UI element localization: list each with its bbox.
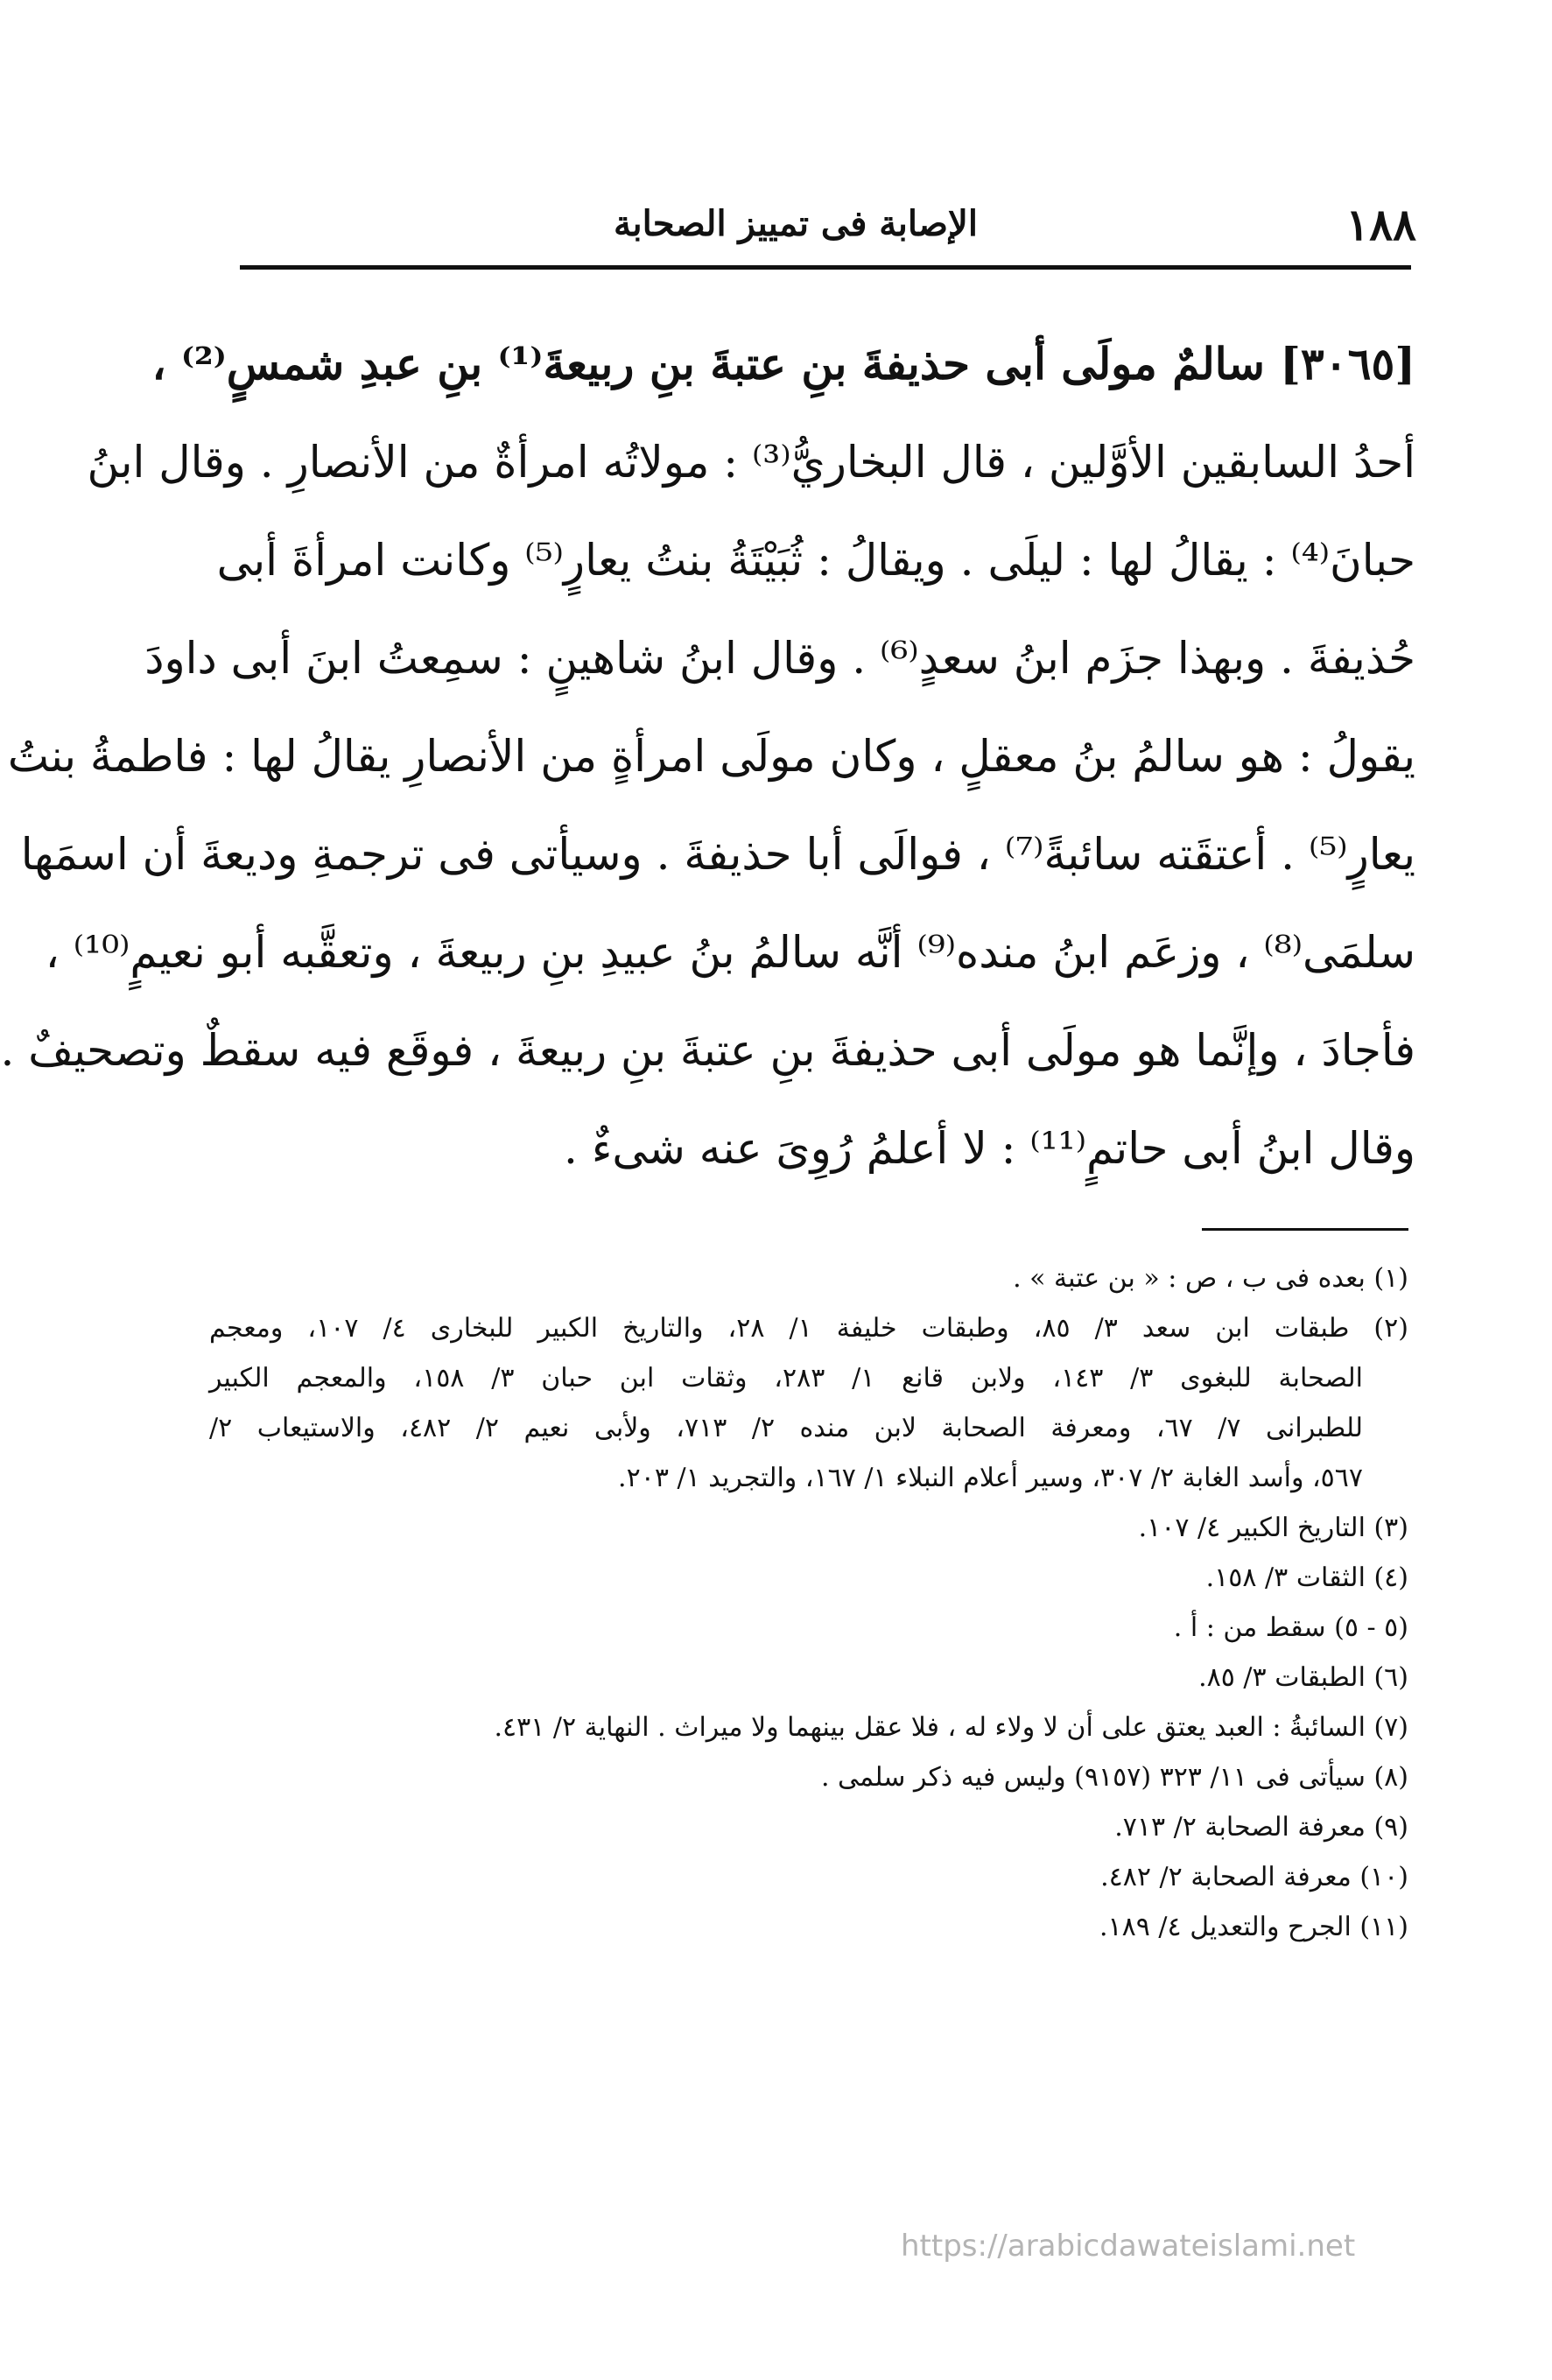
footnote-7: (٧) السائبةُ : العبد يعتق على أن لا ولاء له ، فلا عقل بينهما ولا ميراث . النهاية ٢/ ٤٣١.	[494, 1712, 1408, 1743]
footnote-4: (٤) الثقات ٣/ ١٥٨.	[1205, 1562, 1408, 1593]
footnote-1: (١) بعده فى ب ، ص : « بن عتبة » .	[1013, 1263, 1408, 1294]
footnote-separator	[1202, 1228, 1408, 1231]
entry-text-line: يعارٍ⁽⁵⁾ . أعتقَته سائبةً⁽⁷⁾ ، فوالَى أبا حذيفةَ . وسيأتى فى ترجمةِ وديعةَ أن اسمَها	[20, 829, 1415, 880]
entry-text-line: يقولُ : هو سالمُ بنُ معقلٍ ، وكان مولَى امرأةٍ من الأنصارِ يقالُ لها : فاطمةُ بنتُ	[7, 731, 1415, 782]
entry-text-line: حُذيفةَ . وبهذا جزَم ابنُ سعدٍ⁽⁶⁾ . وقال ابنُ شاهينٍ : سمِعتُ ابنَ أبى داودَ	[144, 633, 1415, 684]
footnote-2: (٢) طبقات ابن سعد ٣/ ٨٥، وطبقات خليفة ١/ ٢٨، والتاريخ الكبير للبخارى ٤/ ١٠٧، ومعجم	[209, 1313, 1408, 1344]
footnote-2-continuation: ٥٦٧، وأسد الغابة ٢/ ٣٠٧، وسير أعلام النبلاء ١/ ١٦٧، والتجريد ١/ ٢٠٣.	[618, 1463, 1363, 1493]
footnote-5: (٥ - ٥) سقط من : أ .	[1173, 1612, 1408, 1643]
entry-text-line: أحدُ السابقين الأوَّلين ، قال البخاريُّ⁽³⁾ : مولاتُه امرأةٌ من الأنصارِ . وقال ابنُ	[87, 437, 1415, 488]
entry-text-line: وقال ابنُ أبى حاتمٍ⁽¹¹⁾ : لا أعلمُ رُوِىَ عنه شىءٌ .	[564, 1123, 1415, 1174]
entry-text-line: سلمَى⁽⁸⁾ ، وزعَم ابنُ منده⁽⁹⁾ أنَّه سالمُ بنُ عبيدِ بنِ ربيعةَ ، وتعقَّبه أبو نعيمٍ⁽¹⁰⁾ ،	[45, 927, 1415, 978]
footnote-8: (٨) سيأتى فى ١١/ ٣٢٣ (٩١٥٧) وليس فيه ذكر سلمى .	[820, 1762, 1408, 1793]
entry-heading-line: [٣٠٦٥] سالمٌ مولَى أبى حذيفةَ بنِ عتبةَ بنِ ربيعةَ⁽¹⁾ بنِ عبدِ شمسٍ⁽²⁾ ،	[151, 338, 1415, 390]
footnote-2-continuation: الصحابة للبغوى ٣/ ١٤٣، ولابن قانع ١/ ٢٨٣، وثقات ابن حبان ٣/ ١٥٨، والمعجم الكبير	[209, 1363, 1363, 1394]
footnote-9: (٩) معرفة الصحابة ٢/ ٧١٣.	[1114, 1812, 1408, 1843]
page-number: ١٨٨	[1345, 199, 1416, 250]
footnotes	[209, 1253, 1408, 1952]
footnote-3: (٣) التاريخ الكبير ٤/ ١٠٧.	[1138, 1513, 1408, 1543]
entry-text-line: حبانَ⁽⁴⁾ : يقالُ لها : ليلَى . ويقالُ : ثُبَيْتَةُ بنتُ يعارٍ⁽⁵⁾ وكانت امرأةَ أبى	[216, 535, 1415, 586]
entry-text-line: فأجادَ ، وإنَّما هو مولَى أبى حذيفةَ بنِ عتبةَ بنِ ربيعةَ ، فوقَع فيه سقطٌ وتصحيفٌ .	[0, 1025, 1415, 1076]
watermark-url: https://arabicdawateislami.net	[901, 2229, 1356, 2264]
footnote-2-continuation: للطبرانى ٧/ ٦٧، ومعرفة الصحابة لابن منده ٢/ ٧١٣، ولأبى نعيم ٢/ ٤٨٢، والاستيعاب ٢/	[209, 1413, 1363, 1443]
footnote-10: (١٠) معرفة الصحابة ٢/ ٤٨٢.	[1100, 1862, 1408, 1892]
header-rule	[240, 265, 1411, 270]
entry-body	[0, 315, 1415, 1197]
footnote-11: (١١) الجرح والتعديل ٤/ ١٨٩.	[1099, 1912, 1408, 1942]
footnote-6: (٦) الطبقات ٣/ ٨٥.	[1198, 1662, 1408, 1693]
running-title: الإصابة فى تمييز الصحابة	[614, 203, 978, 244]
